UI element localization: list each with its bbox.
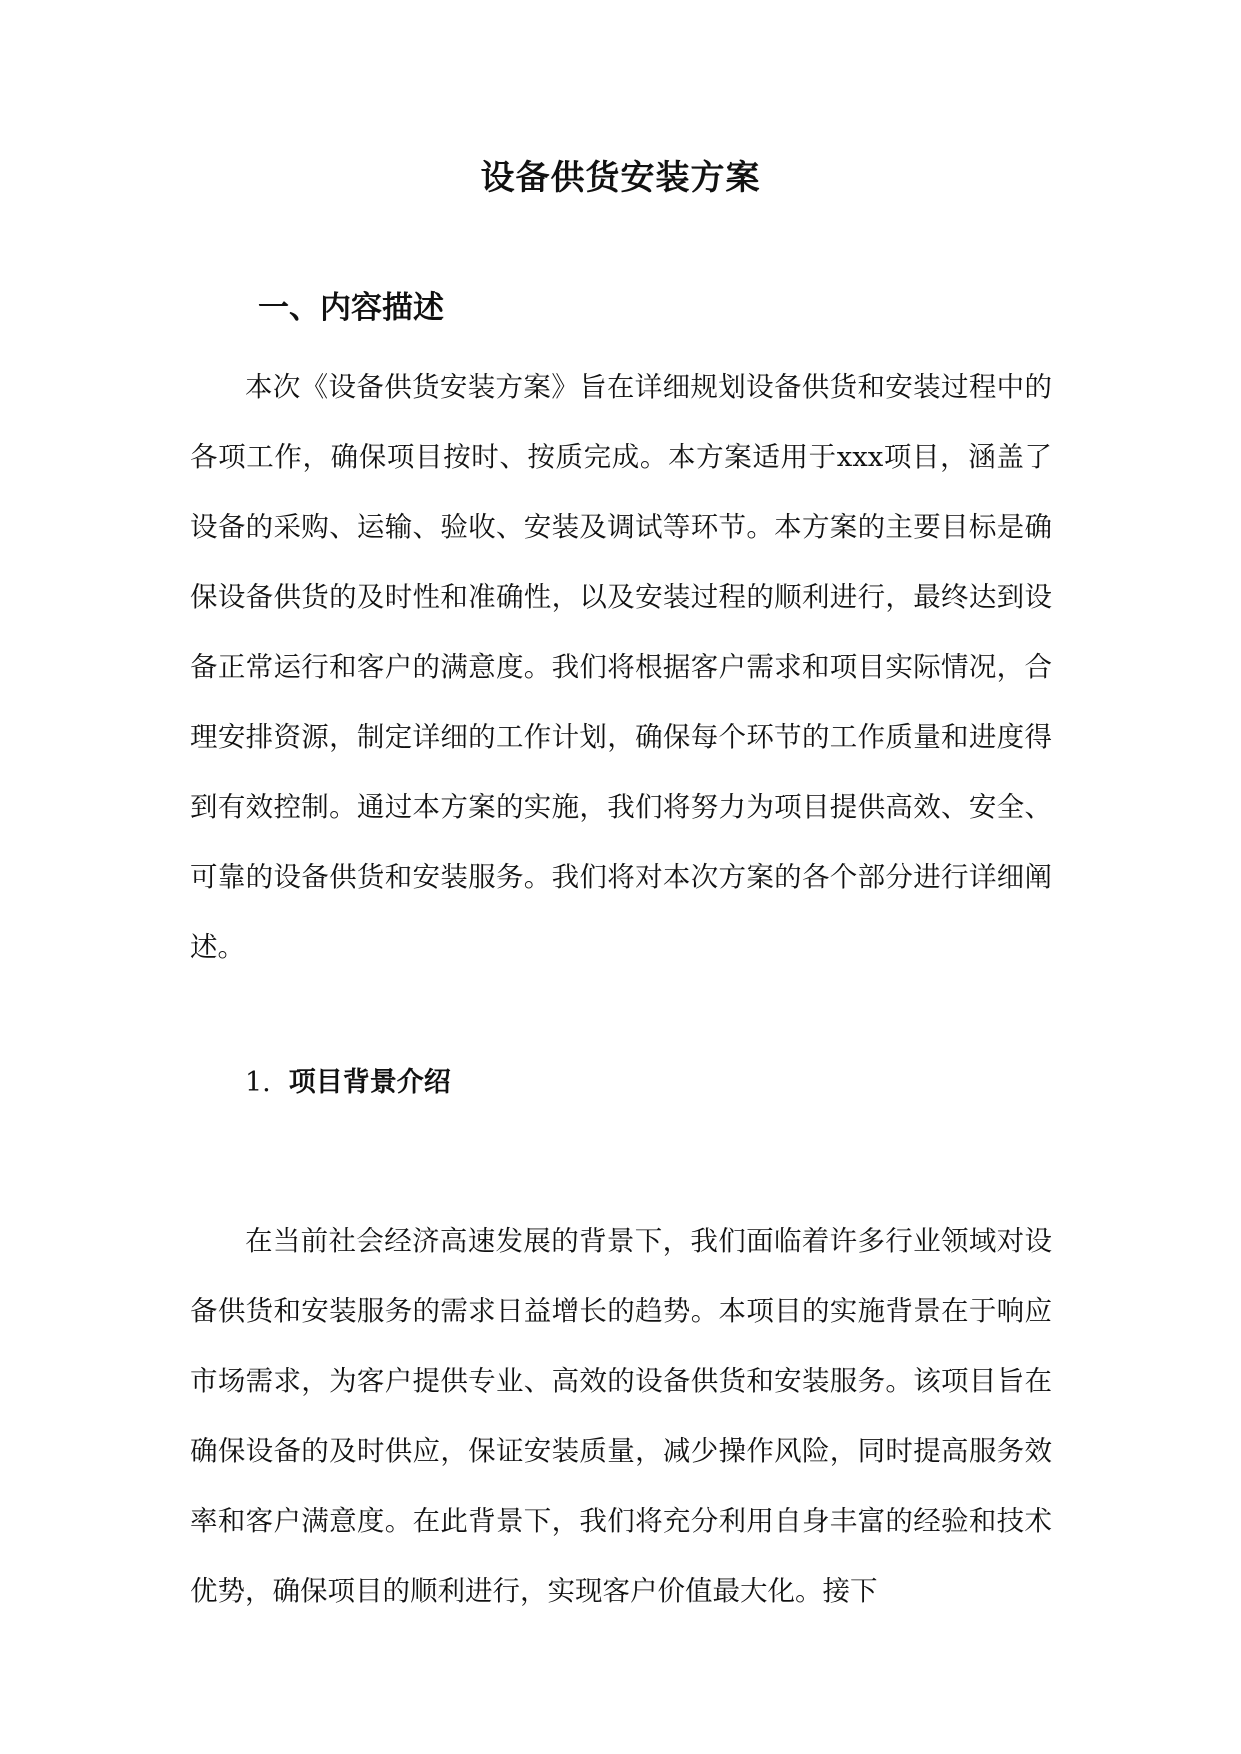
- paragraph-project-background: 在当前社会经济高速发展的背景下，我们面临着许多行业领域对设备供货和安装服务的需求日益增长的趋势。本项目的实施背景在于响应市场需求，为客户提供专业、高效的设备供货和安装服务。该项目旨在确保设备的及时供应，保证安装质量，减少操作风险，同时提高服务效率和客户满意度。在此背景下，我们将充分利用自身丰富的经验和技术优势，确保项目的顺利进行，实现客户价值最大化。接下: [190, 1225, 1052, 1607]
- subsection-heading: [245, 1060, 451, 1099]
- subsection-number: 1.: [245, 1067, 271, 1098]
- subsection-title: 项目背景介绍: [288, 1067, 451, 1098]
- section-heading: 一、内容描述: [258, 290, 444, 326]
- paragraph-content-description: 本次《设备供货安装方案》旨在详细规划设备供货和安装过程中的各项工作，确保项目按时、按质完成。本方案适用于xxx项目，涵盖了设备的采购、运输、验收、安装及调试等环节。本方案的主要目标是确保设备供货的及时性和准确性，以及安装过程的顺利进行，最终达到设备正常运行和客户的满意度。我们将根据客户需求和项目实际情况，合理安排资源，制定详细的工作计划，确保每个环节的工作质量和进度得到有效控制。通过本方案的实施，我们将努力为项目提供高效、安全、可靠的设备供货和安装服务。我们将对本次方案的各个部分进行详细阐述。: [190, 371, 1052, 963]
- document-title: 设备供货安装方案: [480, 158, 761, 198]
